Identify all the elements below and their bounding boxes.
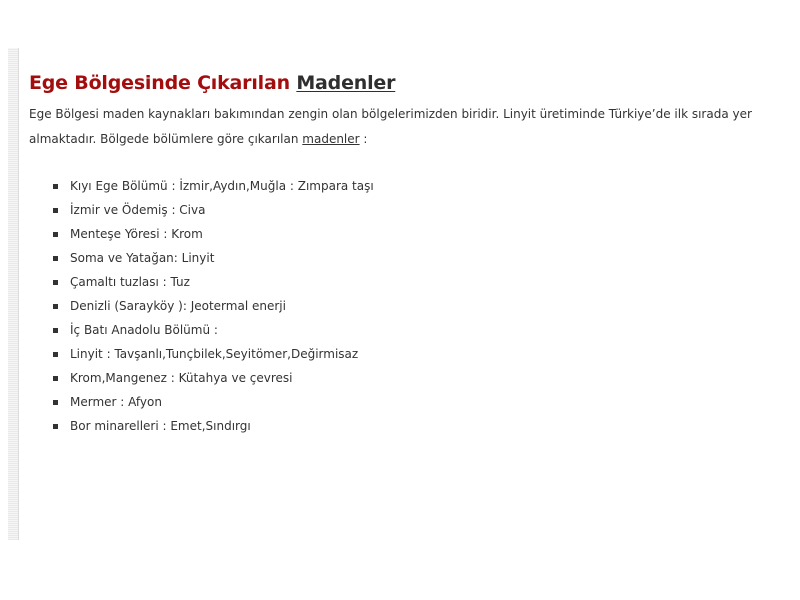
- list-item: Menteşe Yöresi : Krom: [53, 222, 769, 246]
- intro-text: Ege Bölgesi maden kaynakları bakımından zengin olan bölgelerimizden biridir. Linyit üretiminde Türkiye’de ilk sırada yer almaktadır. Bölgede bölümlere göre çıkarılan: [29, 107, 752, 146]
- list-item: Kıyı Ege Bölümü : İzmir,Aydın,Muğla : Zımpara taşı: [53, 174, 769, 198]
- list-item: İç Batı Anadolu Bölümü :: [53, 318, 769, 342]
- list-item: Linyit : Tavşanlı,Tunçbilek,Seyitömer,Değirmisaz: [53, 342, 769, 366]
- intro-paragraph: [29, 102, 769, 152]
- mines-list: [29, 174, 769, 438]
- page-title-text: Ege Bölgesinde Çıkarılan: [29, 72, 297, 94]
- list-item: Çamaltı tuzlası : Tuz: [53, 270, 769, 294]
- title-madenler-link[interactable]: Madenler: [296, 72, 396, 94]
- page-title: [29, 70, 769, 96]
- list-item: Denizli (Sarayköy ): Jeotermal enerji: [53, 294, 769, 318]
- list-item: Bor minarelleri : Emet,Sındırgı: [53, 414, 769, 438]
- intro-suffix: :: [359, 132, 368, 146]
- intro-madenler-link[interactable]: madenler: [302, 132, 360, 146]
- list-item: Mermer : Afyon: [53, 390, 769, 414]
- list-item: Soma ve Yatağan: Linyit: [53, 246, 769, 270]
- list-item: Krom,Mangenez : Kütahya ve çevresi: [53, 366, 769, 390]
- list-item: İzmir ve Ödemiş : Civa: [53, 198, 769, 222]
- article-content: [29, 70, 769, 438]
- left-border-decoration: [8, 48, 19, 540]
